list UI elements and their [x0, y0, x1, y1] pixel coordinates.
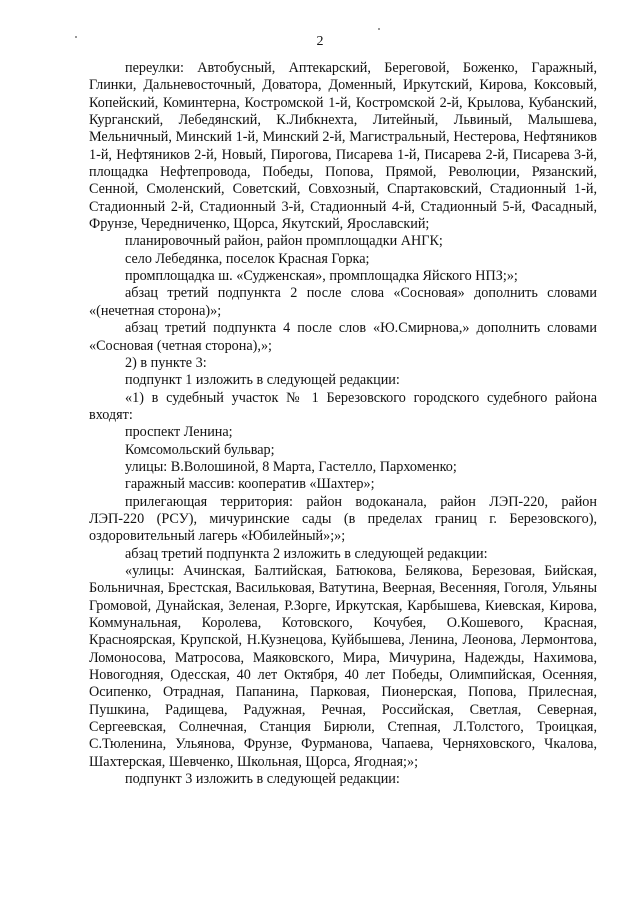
paragraph-streets: улицы: В.Волошиной, 8 Марта, Гастелло, Пархоменко; — [125, 458, 457, 475]
paragraph-lanes: переулки: Автобусный, Аптекарский, Береговой, Боженко, Гаражный, Глинки, Дальневосточный, Доватора, Доменный, Иркутский, Кирова, Коксовый, Копейский, Коминтерна, Костромской 1-й, Костромской 2-й, Крылова, Кубанский, Курганский, Лебедянский, К.Либкнехта, Литейный, Львиный, Малышева, Мельничный, Минский 1-й, Минский 2-й, Магистральный, Нестерова, Нефтяников 1-й, Нефтяников 2-й, Новый, Пирогова, Писарева 1-й, Писарева 2-й, Писарева 3-й, площадка Нефтепровода, Победы, Попова, Прямой, Революции, Рязанский, Сенной, Смоленский, Советский, Совхозный, Спартаковский, Стадионный 1-й, Стадионный 2-й, Стадионный 3-й, Стадионный 4-й, Стадионный 5-й, Фасадный, Фрунзе, Чередниченко, Щорса, Якутский, Ярославский; — [89, 60, 597, 233]
paragraph-point-3: 2) в пункте 3: — [125, 354, 207, 371]
page-number: 2 — [316, 34, 324, 49]
paragraph-amendment-even-side: абзац третий подпункта 4 после слов «Ю.Смирнова,» дополнить словами «Сосновая (четная сторона),»; — [89, 320, 597, 354]
paragraph-subpoint-3-heading: подпункт 3 изложить в следующей редакции: — [125, 771, 400, 788]
paragraph-village: село Лебедянка, поселок Красная Горка; — [125, 250, 370, 267]
paragraph-amendment-odd-side: абзац третий подпункта 2 после слова «Сосновая» дополнить словами «(нечетная сторона)»; — [89, 285, 597, 319]
scan-speck — [75, 36, 77, 38]
paragraph-subpoint-2-heading: абзац третий подпункта 2 изложить в следующей редакции: — [125, 545, 488, 562]
paragraph-subpoint-1-heading: подпункт 1 изложить в следующей редакции: — [125, 372, 400, 389]
paragraph-planning-district: планировочный район, район промплощадки АНГК; — [125, 233, 443, 250]
paragraph-garage-array: гаражный массив: кооператив «Шахтер»; — [125, 476, 375, 493]
document-body — [89, 60, 597, 788]
paragraph-adjacent-territory: прилегающая территория: район водоканала, район ЛЭП-220, район ЛЭП-220 (РСУ), мичуринские сады (в пределах границ г. Березовского), оздоровительный лагерь «Юбилейный»;»; — [89, 493, 597, 545]
paragraph-court-district-1: «1) в судебный участок № 1 Березовского городского судебного района входят: — [89, 389, 597, 423]
paragraph-komsomolsky-boulevard: Комсомольский бульвар; — [125, 441, 275, 458]
scan-speck — [378, 28, 380, 30]
paragraph-industrial-sites: промплощадка ш. «Судженская», промплощадка Яйского НПЗ;»; — [125, 268, 518, 285]
paragraph-streets-list: «улицы: Ачинская, Балтийская, Батюкова, Белякова, Березовая, Бийская, Больничная, Брестская, Васильковая, Ватутина, Веерная, Весенняя, Гоголя, Ульяны Громовой, Дунайская, Зеленая, Р.Зорге, Иркутская, Карбышева, Киевская, Кирова, Коммунальная, Королева, Котовского, Кочубея, О.Кошевого, Красная, Красноярская, Крупской, Н.Кузнецова, Куйбышева, Ленина, Леонова, Лермонтова, Ломоносова, Матросова, Маяковского, Мира, Мичурина, Надежды, Нахимова, Новогодняя, Одесская, 40 лет Октября, 40 лет Победы, Олимпийская, Осенняя, Осипенко, Отрадная, Папанина, Парковая, Пионерская, Попова, Прилесная, Пушкина, Радищева, Радужная, Речная, Российская, Светлая, Северная, Сергеевская, Солнечная, Станция Бирюли, Степная, Л.Толстого, Троицкая, С.Тюленина, Ульянова, Фрунзе, Фурманова, Чапаева, Черняховского, Чкалова, Шахтерская, Шевченко, Школьная, Щорса, Ягодная;»; — [89, 562, 597, 770]
paragraph-lenin-avenue: проспект Ленина; — [125, 424, 233, 441]
